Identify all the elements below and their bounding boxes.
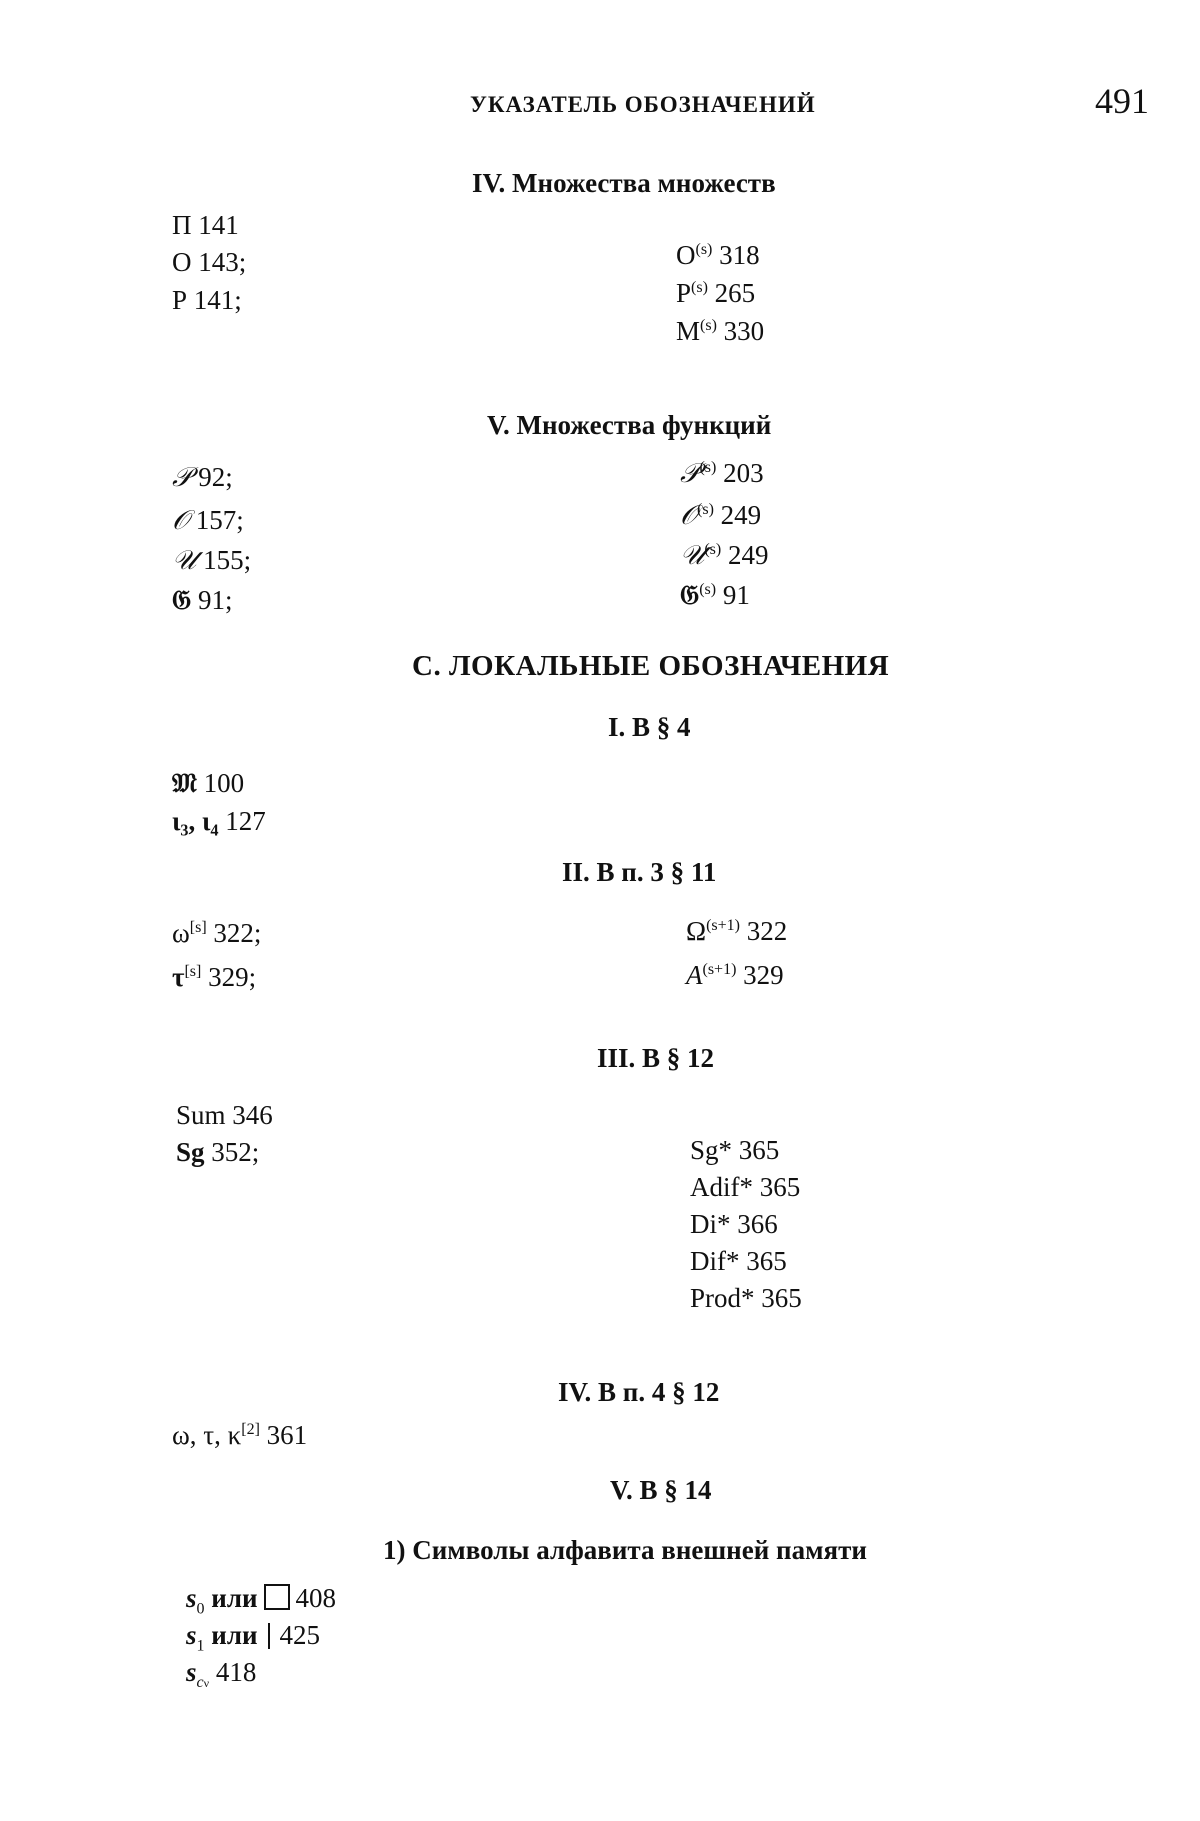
index-entry [680,500,761,532]
index-entry [690,1283,802,1314]
entry-page-ref: 265 [714,278,756,308]
entry-subscript: 0 [196,1600,205,1618]
entry-symbol: 𝔊 [172,585,192,616]
entry-superscript: (s) [697,501,714,518]
entry-page-ref: 365 [759,1172,801,1202]
entry-page-ref: 249 [720,500,762,530]
index-entry [686,916,787,947]
vertical-bar-icon [268,1623,270,1649]
subsection-c3-title: III. В § 12 [597,1043,715,1073]
entry-page-ref: 329; [208,962,257,992]
entry-symbol: 𝒪 [172,505,190,536]
index-entry [172,247,246,278]
entry-symbol: Di* [690,1209,731,1239]
index-entry [176,1100,273,1131]
index-entry [680,458,764,490]
entry-page-ref: 425 [279,1620,321,1650]
entry-page-ref: 100 [203,768,245,798]
index-entry [686,960,784,991]
entry-page-ref: 330 [723,316,765,346]
entry-superscript: (s) [699,581,717,598]
index-entry [676,278,755,309]
entry-symbol: Р [676,278,692,308]
empty-square-icon [264,1584,290,1610]
index-entry [186,1583,337,1618]
entry-symbol: О [172,247,192,277]
index-entry [690,1172,800,1203]
entry-symbol: 𝒪 [680,500,698,531]
section-iv-title: IV. Множества множеств [472,168,776,198]
entry-symbol: 𝒫 [172,462,192,493]
entry-superscript: (s+1) [706,917,740,934]
index-entry [172,768,244,800]
entry-symbol: 𝒫 [680,458,700,489]
page-number: 491 [1095,81,1149,121]
entry-symbol: М [676,316,701,346]
subsection-c5-title: V. В § 14 [610,1475,712,1505]
entry-symbol: s [186,1583,197,1613]
entry-page-ref: 141 [198,210,239,240]
entry-page-ref: 127 [225,806,266,836]
entry-page-ref: 92; [198,462,233,492]
entry-page-ref: 352; [211,1137,260,1167]
subsection-c5-subtitle: 1) Символы алфавита внешней памяти [383,1535,867,1565]
entry-symbol: Ω [686,916,707,946]
entry-page-ref: 365 [761,1283,802,1313]
index-entry [680,540,768,572]
entry-page-ref: 157; [195,505,244,535]
entry-symbol: 𝒰 [172,545,197,576]
entry-symbol: Sg* [690,1135,733,1165]
entry-superscript: [2] [241,1421,260,1438]
entry-symbol: Sg [176,1137,205,1167]
index-entry [172,462,233,494]
index-entry [172,1420,307,1451]
entry-page-ref: 91; [197,585,233,615]
entry-connector: или [211,1583,258,1613]
subsection-c1-title: I. В § 4 [608,712,691,742]
entry-symbol: τ [172,962,185,992]
index-entry [186,1620,321,1655]
entry-symbol: s [186,1657,197,1687]
index-entry [172,210,239,241]
entry-superscript: (s) [699,459,717,476]
entry-page-ref: 322 [746,916,788,946]
entry-subscript: 1 [196,1637,205,1655]
entry-superscript: (s) [704,541,722,558]
index-entry [186,1657,257,1692]
section-c-title: С. ЛОКАЛЬНЫЕ ОБОЗНАЧЕНИЯ [412,650,890,682]
index-entry [172,285,242,316]
entry-page-ref: 361 [266,1420,308,1450]
entry-superscript: [s] [189,919,207,936]
entry-page-ref: 408 [295,1583,337,1613]
index-entry [690,1246,787,1277]
entry-symbol: Adif* [690,1172,753,1202]
index-entry [676,316,764,347]
entry-connector: или [211,1620,258,1650]
entry-page-ref: 155; [203,545,252,575]
entry-page-ref: 418 [215,1657,257,1687]
entry-page-ref: 322; [213,918,262,948]
entry-subscript: c [196,1674,204,1692]
entry-superscript: (s) [695,241,713,258]
entry-superscript: (s) [691,279,708,296]
entry-symbol: ι₃, ι₄ [172,806,219,836]
index-entry [172,918,261,949]
section-v-title: V. Множества функций [487,410,772,440]
entry-page-ref: 346 [232,1100,273,1130]
index-entry [176,1137,259,1168]
entry-symbol: 𝒰 [680,540,705,571]
entry-symbol: Sum [176,1100,226,1130]
index-entry [172,962,256,993]
entry-symbol: Dif* [690,1246,740,1276]
entry-page-ref: 249 [727,540,769,570]
entry-sub-subscript: ν [203,1676,210,1691]
entry-page-ref: 141; [193,285,242,315]
running-title: УКАЗАТЕЛЬ ОБОЗНАЧЕНИЙ [470,92,816,117]
entry-symbol: 𝔐 [172,768,197,799]
index-entry [690,1135,779,1166]
entry-superscript: (s+1) [702,961,737,978]
entry-page-ref: 365 [746,1246,787,1276]
index-entry [172,545,251,577]
subsection-c4-title: IV. В п. 4 § 12 [558,1377,720,1407]
entry-page-ref: 366 [737,1209,778,1239]
index-entry [172,806,266,837]
entry-page-ref: 203 [723,458,764,488]
entry-symbol: О [676,240,696,270]
entry-superscript: [s] [184,963,202,980]
index-entry [676,240,760,271]
entry-symbol: П [172,210,192,240]
entry-symbol: Prod* [690,1283,755,1313]
entry-page-ref: 91 [722,580,750,610]
index-entry [680,580,750,612]
entry-page-ref: 143; [198,247,247,277]
entry-page-ref: 318 [719,240,760,270]
entry-symbol: Р [172,285,188,315]
entry-page-ref: 329 [743,960,784,990]
entry-page-ref: 365 [738,1135,780,1165]
subsection-c2-title: II. В п. 3 § 11 [562,857,717,887]
entry-superscript: (s) [700,317,717,334]
entry-symbol: 𝔊 [680,580,700,611]
entry-symbol: ω [172,918,190,948]
index-entry [690,1209,778,1240]
index-entry [172,585,232,617]
index-entry [172,505,244,537]
entry-symbol: s [186,1620,197,1650]
entry-symbol: A [686,960,703,990]
entry-symbol: ω, τ, κ [172,1420,242,1450]
